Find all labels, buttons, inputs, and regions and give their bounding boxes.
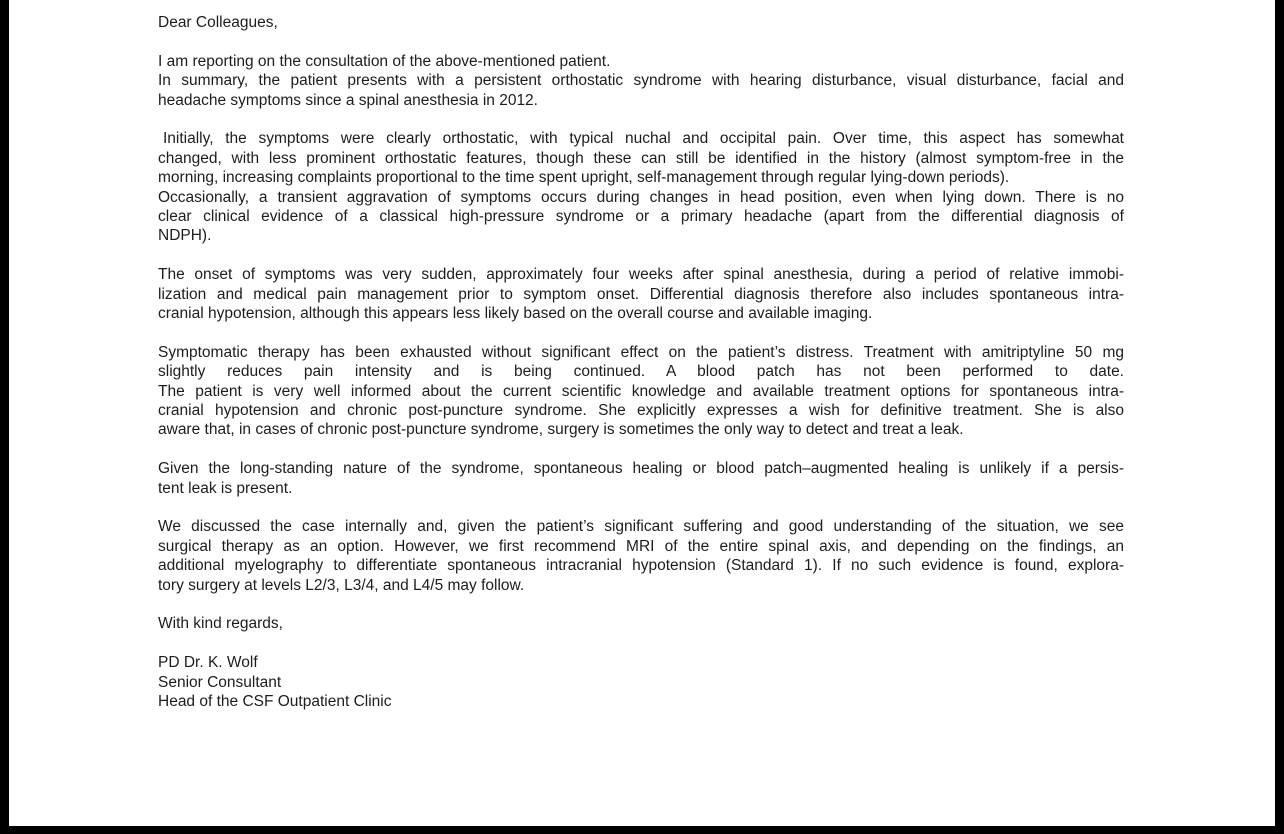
paragraph-line: tory surgery at levels L2/3, L3/4, and L4/5 may follow.: [158, 576, 525, 594]
paragraph-line: changed, with less prominent orthostatic features, though these can still be identified in the history (almost symptom-free in the: [158, 149, 1124, 167]
paragraph-line: additional myelography to differentiate spontaneous intracranial hypotension (Standard 1). If no such evidence is found, explora-: [158, 557, 1124, 575]
paragraph-summary: [158, 52, 1124, 110]
paragraph-prognosis: [158, 459, 1124, 498]
signature-title: Senior Consultant: [158, 673, 282, 691]
consultation-letter: [158, 13, 1124, 712]
paragraph-line: slightly reduces pain intensity and is being continued. A blood patch has not been performed to date.: [158, 363, 1124, 381]
paragraph-line: headache symptoms since a spinal anesthesia in 2012.: [158, 91, 538, 109]
paragraph-therapy: [158, 343, 1124, 440]
black-edge-bottom: [0, 826, 1284, 834]
paragraph-line: The onset of symptoms was very sudden, approximately four weeks after spinal anesthesia, during a period of relative immobi-: [158, 266, 1124, 284]
paragraph-line: I am reporting on the consultation of the above-mentioned patient.: [158, 52, 611, 70]
paragraph-line: In summary, the patient presents with a persistent orthostatic syndrome with hearing disturbance, visual disturbance, facial and: [158, 72, 1124, 90]
signature-name: PD Dr. K. Wolf: [158, 654, 258, 672]
paragraph-line: lization and medical pain management prior to symptom onset. Differential diagnosis therefore also includes spontaneous intra-: [158, 285, 1124, 303]
paragraph-line: Given the long-standing nature of the syndrome, spontaneous healing or blood patch–augmented healing is unlikely if a persis-: [158, 460, 1124, 478]
paragraph-line: surgical therapy as an option. However, we first recommend MRI of the entire spinal axis, and depending on the findings, an: [158, 537, 1124, 555]
paragraph-line: cranial hypotension, although this appears less likely based on the overall course and available imaging.: [158, 305, 873, 323]
black-edge-left: [0, 0, 9, 834]
paragraph-symptom-history: [158, 129, 1124, 245]
black-edge-right: [1275, 0, 1284, 834]
closing-line: With kind regards,: [158, 615, 283, 633]
paragraph-line: NDPH).: [158, 227, 212, 245]
paragraph-line: aware that, in cases of chronic post-puncture syndrome, surgery is sometimes the only way to detect and treat a leak.: [158, 421, 964, 439]
paragraph-line: clear clinical evidence of a classical high-pressure syndrome or a primary headache (apart from the differential diagnosis of: [158, 208, 1124, 226]
paragraph-line: The patient is very well informed about the current scientific knowledge and available treatment options for spontaneous intra-: [158, 382, 1124, 400]
paragraph-onset: [158, 265, 1124, 323]
signature-role: Head of the CSF Outpatient Clinic: [158, 693, 392, 711]
salutation: [158, 13, 1124, 32]
paragraph-line: We discussed the case internally and, given the patient’s significant suffering and good understanding of the situation, we see: [158, 518, 1124, 536]
paragraph-line: Occasionally, a transient aggravation of symptoms occurs during changes in head position, even when lying down. There is no: [158, 188, 1124, 206]
salutation-line: Dear Colleagues,: [158, 14, 278, 31]
paragraph-line: Symptomatic therapy has been exhausted without significant effect on the patient’s distress. Treatment with amitriptyline 50 mg: [158, 343, 1124, 361]
closing: [158, 614, 1124, 633]
paragraph-line: cranial hypotension and chronic post-puncture syndrome. She explicitly expresses a wish for definitive treatment. She is also: [158, 402, 1124, 420]
paragraph-line: morning, increasing complaints proportional to the time spent upright, self-management through regular lying-down periods).: [158, 169, 1010, 187]
paragraph-line: tent leak is present.: [158, 479, 293, 497]
paragraph-recommendation: [158, 517, 1124, 595]
signature-block: [158, 653, 1124, 711]
paragraph-line: Initially, the symptoms were clearly orthostatic, with typical nuchal and occipital pain. Over time, this aspect has somewhat: [163, 130, 1124, 148]
